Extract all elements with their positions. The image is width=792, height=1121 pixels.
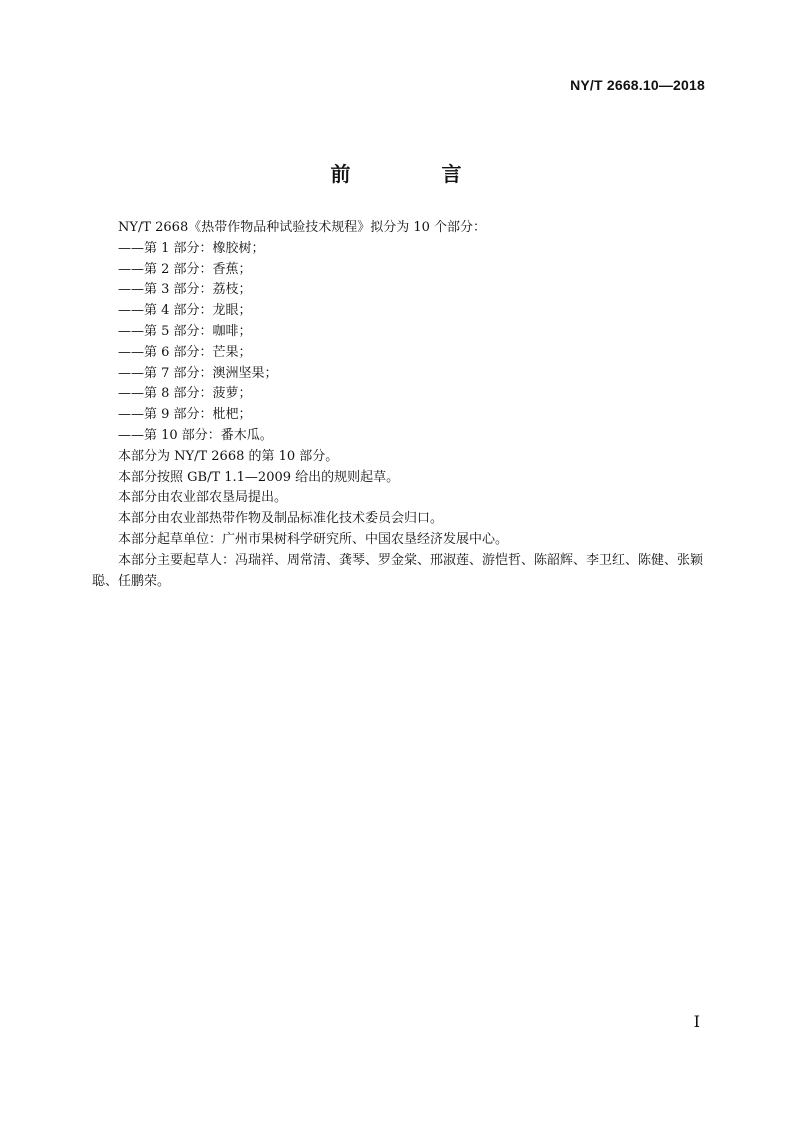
paragraph-part-statement: 本部分为 NY/T 2668 的第 10 部分。 (118, 448, 339, 464)
list-item-part-1: ——第 1 部分：橡胶树； (118, 240, 265, 256)
paragraph-drafters: 本部分主要起草人：冯瑞祥、周常清、龚琴、罗金棠、邢淑莲、游恺哲、陈韶辉、李卫红、陈健、张颖聪、任鹏荣。 (92, 552, 704, 589)
list-item-part-10: ——第 10 部分：番木瓜。 (118, 427, 273, 443)
page-number: I (693, 1012, 700, 1031)
list-item-part-9: ——第 9 部分：枇杷； (118, 407, 252, 423)
foreword-body (92, 218, 712, 592)
list-item-part-6: ——第 6 部分：芒果； (118, 344, 252, 360)
list-item-part-8: ——第 8 部分：菠萝； (118, 386, 252, 402)
paragraph-technical-committee: 本部分由农业部热带作物及制品标准化技术委员会归口。 (118, 511, 444, 527)
list-item-part-4: ——第 4 部分：龙眼； (118, 303, 252, 319)
list-item-part-3: ——第 3 部分：荔枝； (118, 282, 252, 298)
paragraph-drafting-rules: 本部分按照 GB/T 1.1—2009 给出的规则起草。 (118, 469, 400, 485)
list-item-part-2: ——第 2 部分：香蕉； (118, 261, 252, 277)
paragraph-intro: NY/T 2668《热带作物品种试验技术规程》拟分为 10 个部分： (118, 220, 487, 235)
page-title: 前 言 (330, 162, 504, 186)
list-item-part-7: ——第 7 部分：澳洲坚果； (118, 365, 278, 381)
paragraph-drafting-units: 本部分起草单位：广州市果树科学研究所、中国农垦经济发展中心。 (118, 531, 509, 547)
paragraph-proposer: 本部分由农业部农垦局提出。 (118, 490, 288, 506)
list-item-part-5: ——第 5 部分：咖啡； (118, 323, 252, 339)
standard-number: NY/T 2668.10—2018 (570, 77, 705, 93)
